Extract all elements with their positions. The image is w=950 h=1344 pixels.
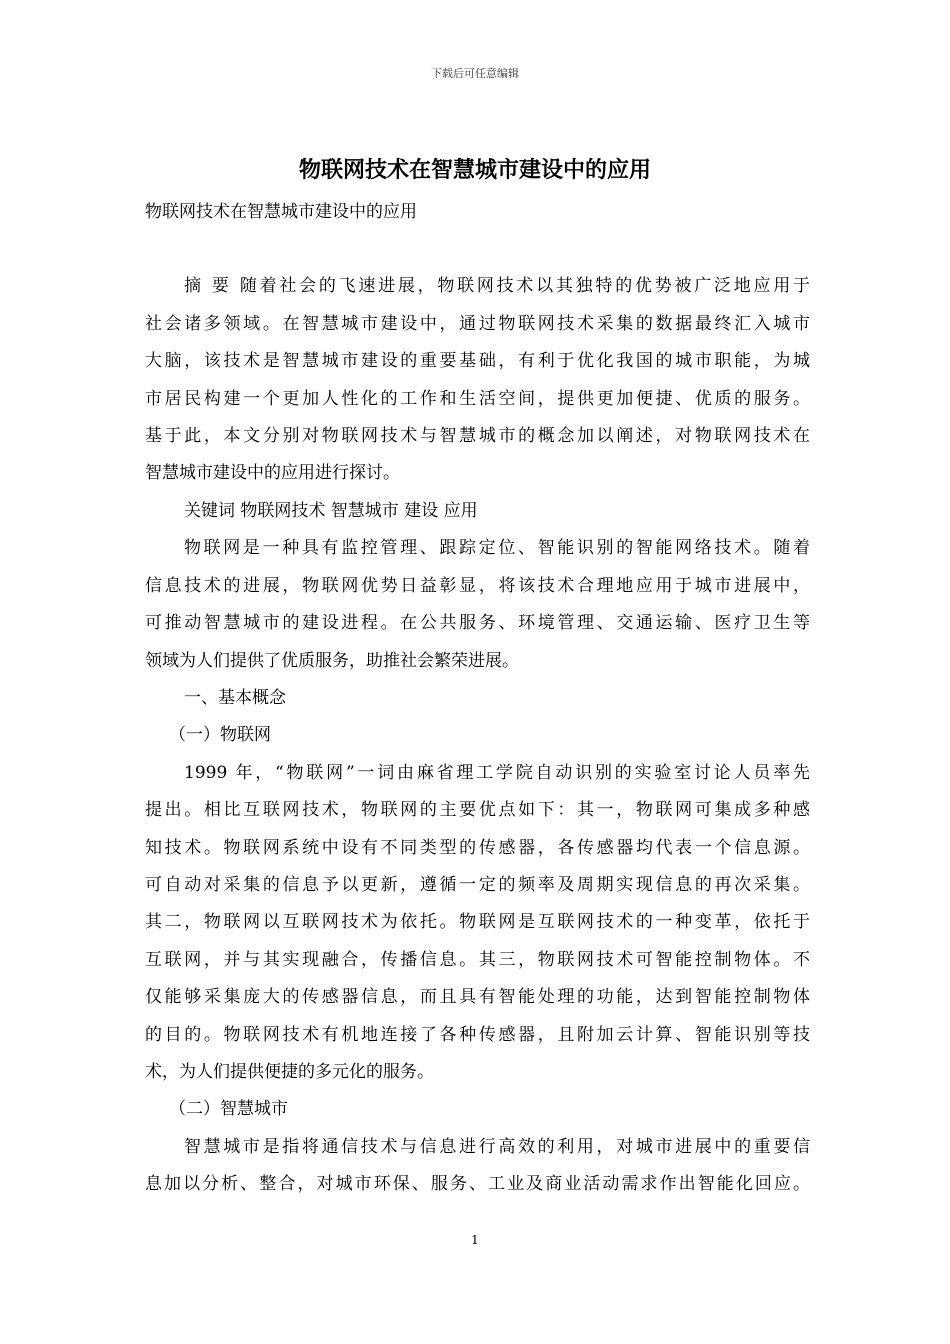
abstract-line: 基于此，本文分别对物联网技术与智慧城市的概念加以阐述，对物联网技术在 xyxy=(145,426,810,446)
body-line: 知技术。物联网系统中设有不同类型的传感器，各传感器均代表一个信息源。 xyxy=(145,838,810,858)
section-heading: 一、基本概念 xyxy=(184,688,286,708)
body-line: 仅能够采集庞大的传感器信息，而且具有智能处理的功能，达到智能控制物体 xyxy=(145,987,810,1007)
subsection-heading: （一）物联网 xyxy=(169,725,271,745)
body-line: 可自动对采集的信息予以更新，遵循一定的频率及周期实现信息的再次采集。 xyxy=(145,875,810,895)
body-line: 息加以分析、整合，对城市环保、服务、工业及商业活动需求作出智能化回应。 xyxy=(145,1174,810,1194)
body-line: 智慧城市是指将通信技术与信息进行高效的利用，对城市进展中的重要信 xyxy=(184,1137,810,1157)
body-line: 其二，物联网以互联网技术为依托。物联网是互联网技术的一种变革，依托于 xyxy=(145,912,810,932)
abstract-line: 大脑，该技术是智慧城市建设的重要基础，有利于优化我国的城市职能，为城 xyxy=(145,351,810,371)
intro-line: 信息技术的进展，物联网优势日益彰显，将该技术合理地应用于城市进展中， xyxy=(145,576,810,596)
body-line: 术，为人们提供便捷的多元化的服务。 xyxy=(145,1062,434,1082)
header-note: 下载后可任意编辑 xyxy=(431,67,519,80)
document-title: 物联网技术在智慧城市建设中的应用 xyxy=(298,157,651,183)
body-line: 的目的。物联网技术有机地连接了各种传感器，且附加云计算、智能识别等技 xyxy=(145,1025,810,1045)
intro-line: 物联网是一种具有监控管理、跟踪定位、智能识别的智能网络技术。随着 xyxy=(184,538,810,558)
abstract-line: 智慧城市建设中的应用进行探讨。 xyxy=(145,463,400,483)
intro-line: 可推动智慧城市的建设进程。在公共服务、环境管理、交通运输、医疗卫生等 xyxy=(145,613,810,633)
abstract-line: 市居民构建一个更加人性化的工作和生活空间，提供更加便捷、优质的服务。 xyxy=(145,389,810,409)
keywords-line: 关键词 物联网技术 智慧城市 建设 应用 xyxy=(184,501,478,521)
document-subtitle: 物联网技术在智慧城市建设中的应用 xyxy=(145,202,417,222)
body-line: 互联网，并与其实现融合，传播信息。其三，物联网技术可智能控制物体。不 xyxy=(145,950,810,970)
body-line: 1999 年，“物联网”一词由麻省理工学院自动识别的实验室讨论人员率先 xyxy=(184,763,810,783)
page-number: 1 xyxy=(471,1233,479,1247)
intro-line: 领域为人们提供了优质服务，助推社会繁荣进展。 xyxy=(145,651,519,671)
abstract-line: 社会诸多领域。在智慧城市建设中，通过物联网技术采集的数据最终汇入城市 xyxy=(145,314,810,334)
body-line: 提出。相比互联网技术，物联网的主要优点如下：其一，物联网可集成多种感 xyxy=(145,800,810,820)
abstract-line: 摘 要 随着社会的飞速进展，物联网技术以其独特的优势被广泛地应用于 xyxy=(184,276,810,296)
subsection-heading: （二）智慧城市 xyxy=(169,1099,288,1119)
